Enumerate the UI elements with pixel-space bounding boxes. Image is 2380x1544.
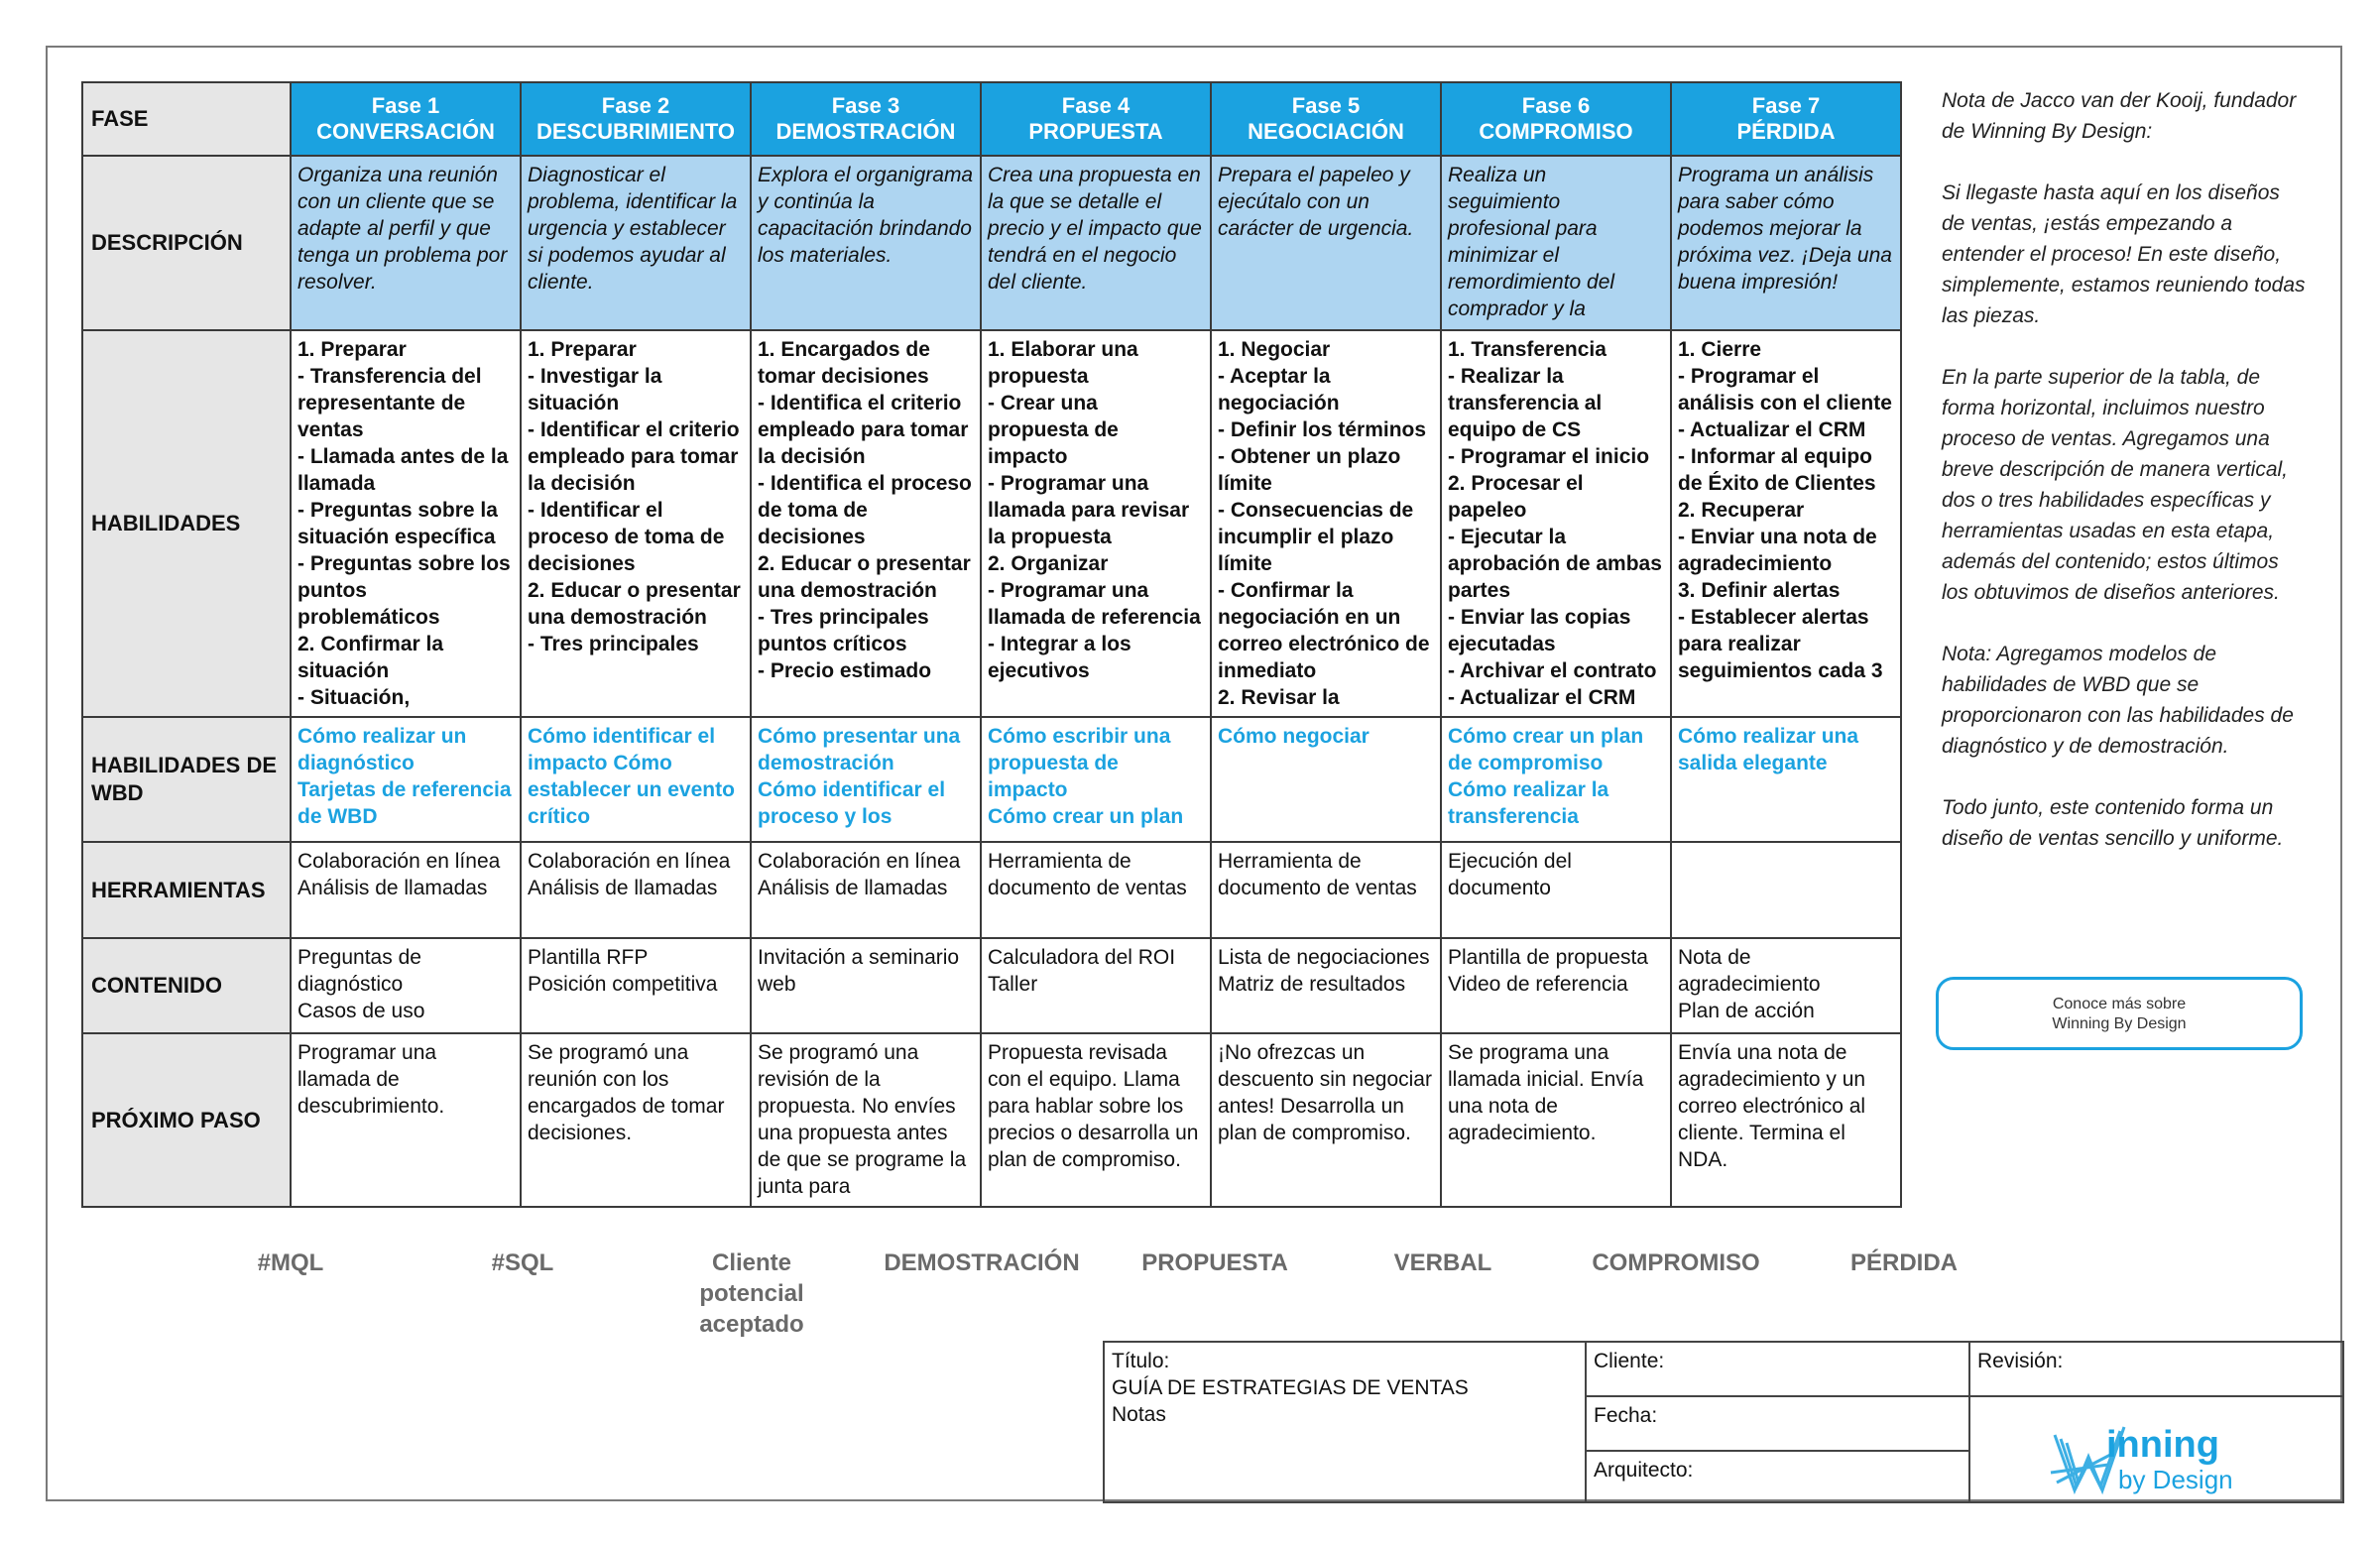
phase-header (1441, 82, 1671, 156)
tools-cell: Colaboración en línea Análisis de llamadas (751, 842, 981, 938)
skills-cell: 1. Elaborar una propuesta - Crear una propuesta de impacto - Programar una llamada para revisar la propuesta 2. Organizar - Programar una llamada de referencia - Integrar a los ejecutivos (981, 330, 1211, 717)
next-step-row (82, 1033, 1901, 1207)
description-cell: Diagnosticar el problema, identificar la urgencia y establecer si podemos ayudar al cliente. (521, 156, 751, 330)
phase-header (751, 82, 981, 156)
revision-label: Revisión: (1977, 1350, 2064, 1372)
next-step-cell: Propuesta revisada con el equipo. Llama para hablar sobre los precios o desarrolla un plan de compromiso. (981, 1033, 1211, 1207)
row-header-wbd-skills: HABILIDADES DE WBD (82, 717, 291, 842)
phase-header (981, 82, 1211, 156)
content-cell: Lista de negociaciones Matriz de resultados (1211, 938, 1441, 1033)
description-cell: Organiza una reunión con un cliente que se adapte al perfil y que tenga un problema por resolver. (291, 156, 521, 330)
phase-number: Fase 2 (601, 93, 670, 118)
next-step-cell: ¡No ofrezcas un descuento sin negociar antes! Desarrolla un plan de compromiso. (1211, 1033, 1441, 1207)
stage-label: Cliente potencial aceptado (699, 1249, 804, 1338)
phase-header (1211, 82, 1441, 156)
description-cell: Prepara el papeleo y ejecútalo con un carácter de urgencia. (1211, 156, 1441, 330)
skills-cell: 1. Transferencia - Realizar la transferencia al equipo de CS - Programar el inicio 2. Procesar el papeleo - Ejecutar la aprobación de ambas partes - Enviar las copias ejecutadas - Archivar el contrato - Actualizar el CRM (1441, 330, 1671, 717)
phase-name: CONVERSACIÓN (316, 119, 495, 144)
phase-number: Fase 5 (1291, 93, 1361, 118)
note-paragraph: Si llegaste hasta aquí en los diseños de ventas, ¡estás empezando a entender el proceso! En este diseño, simplemente, estamos reuniendo todas las piezas. (1942, 181, 2306, 327)
phase-name: COMPROMISO (1479, 119, 1633, 144)
wbd-skills-link[interactable]: Cómo realizar un diagnóstico Tarjetas de referencia de WBD (291, 717, 521, 842)
phase-name: NEGOCIACIÓN (1248, 119, 1404, 144)
skills-cell: 1. Preparar - Transferencia del representante de ventas - Llamada antes de la llamada - Preguntas sobre la situación específica - Preguntas sobre los puntos problemáticos 2. Confirmar la situación - Situación, (291, 330, 521, 717)
logo-word-by-design: by Design (2118, 1465, 2233, 1494)
description-row (82, 156, 1901, 330)
skills-cell: 1. Preparar - Investigar la situación - Identificar el criterio empleado para tomar la decisión - Identificar el proceso de toma de decisiones 2. Educar o presentar una demostración - Tres principales (521, 330, 751, 717)
winning-by-design-logo (2049, 1413, 2287, 1498)
note-paragraph: Nota: Agregamos modelos de habilidades de WBD que se proporcionaron con las habilidades de diagnóstico y de demostración. (1942, 643, 2294, 758)
description-cell: Explora el organigrama y continúa la capacitación brindando los materiales. (751, 156, 981, 330)
revision-cell (1970, 1343, 2344, 1397)
stage-label: PÉRDIDA (1849, 1249, 1958, 1276)
content-cell: Calculadora del ROI Taller (981, 938, 1211, 1033)
description-cell: Crea una propuesta en la que se detalle el precio y el impacto que tendrá en el negocio del cliente. (981, 156, 1211, 330)
phase-name: PROPUESTA (1028, 119, 1163, 144)
next-step-cell: Se programó una revisión de la propuesta. No envíes una propuesta antes de que se programe la junta para (751, 1033, 981, 1207)
date-cell (1587, 1397, 1970, 1452)
note-paragraph: Nota de Jacco van der Kooij, fundador de Winning By Design: (1942, 89, 2297, 143)
phase-row (82, 82, 1901, 156)
note-paragraph: En la parte superior de la tabla, de forma horizontal, incluimos nuestro proceso de ventas. Agregamos una breve descripción de manera vertical, dos o tres habilidades específicas y herramientas usadas en esta etapa, además del contenido; estos últimos los obtuvimos de diseños anteriores. (1942, 366, 2289, 604)
sales-strategy-table (81, 81, 1902, 1208)
tools-cell: Colaboración en línea Análisis de llamadas (291, 842, 521, 938)
wbd-skills-link[interactable]: Cómo presentar una demostración Cómo identificar el proceso y los (751, 717, 981, 842)
stage-label: DEMOSTRACIÓN (884, 1249, 1080, 1276)
next-step-cell: Se programa una llamada inicial. Envía una nota de agradecimiento. (1441, 1033, 1671, 1207)
skills-row (82, 330, 1901, 717)
description-cell: Programa un análisis para saber cómo podemos mejorar la próxima vez. ¡Deja una buena impresión! (1671, 156, 1901, 330)
tools-row (82, 842, 1901, 938)
phase-header (291, 82, 521, 156)
architect-cell (1587, 1452, 1970, 1503)
wbd-skills-link[interactable]: Cómo negociar (1211, 717, 1441, 842)
client-cell (1587, 1343, 1970, 1397)
phase-number: Fase 6 (1521, 93, 1591, 118)
title-label: Título: (1112, 1350, 1170, 1372)
tools-cell (1671, 842, 1901, 938)
phase-number: Fase 3 (831, 93, 900, 118)
author-note (1942, 85, 2309, 885)
phase-number: Fase 7 (1751, 93, 1821, 118)
pipeline-stage-labels (0, 1247, 1983, 1347)
tools-cell: Herramienta de documento de ventas (1211, 842, 1441, 938)
row-header-description: DESCRIPCIÓN (82, 156, 291, 330)
row-header-skills: HABILIDADES (82, 330, 291, 717)
tools-cell: Herramienta de documento de ventas (981, 842, 1211, 938)
tools-cell: Colaboración en línea Análisis de llamadas (521, 842, 751, 938)
row-header-phase: FASE (82, 82, 291, 156)
wbd-skills-link[interactable]: Cómo escribir una propuesta de impacto Cómo crear un plan (981, 717, 1211, 842)
row-header-next-step: PRÓXIMO PASO (82, 1033, 291, 1207)
date-label: Fecha: (1594, 1404, 1658, 1427)
client-label: Cliente: (1594, 1350, 1665, 1372)
logo-word-inning: inning (2106, 1424, 2219, 1466)
next-step-cell: Envía una nota de agradecimiento y un correo electrónico al cliente. Termina el NDA. (1671, 1033, 1901, 1207)
content-cell: Plantilla de propuesta Video de referencia (1441, 938, 1671, 1033)
logo-w-mark-icon (2049, 1413, 2287, 1498)
wbd-skills-row (82, 717, 1901, 842)
stage-label: VERBAL (1393, 1249, 1492, 1276)
phase-header (1671, 82, 1901, 156)
architect-label: Arquitecto: (1594, 1459, 1694, 1482)
next-step-cell: Se programó una reunión con los encargados de tomar decisiones. (521, 1033, 751, 1207)
content-cell: Invitación a seminario web (751, 938, 981, 1033)
stage-label: #MQL (257, 1249, 324, 1276)
notes-label: Notas (1112, 1403, 1166, 1426)
description-cell: Realiza un seguimiento profesional para minimizar el remordimiento del comprador y la (1441, 156, 1671, 330)
stage-label: PROPUESTA (1141, 1249, 1288, 1276)
skills-cell: 1. Encargados de tomar decisiones - Identifica el criterio empleado para tomar la decisión - Identifica el proceso de toma de decisiones 2. Educar o presentar una demostración - Tres principales puntos críticos - Precio estimado (751, 330, 981, 717)
content-cell: Plantilla RFP Posición competitiva (521, 938, 751, 1033)
phase-name: PÉRDIDA (1736, 119, 1836, 144)
note-paragraph: Todo junto, este contenido forma un diseño de ventas sencillo y uniforme. (1942, 796, 2284, 850)
title-value: GUÍA DE ESTRATEGIAS DE VENTAS (1112, 1376, 1469, 1399)
phase-header (521, 82, 751, 156)
wbd-skills-link[interactable]: Cómo realizar una salida elegante (1671, 717, 1901, 842)
stage-label: COMPROMISO (1592, 1249, 1760, 1276)
learn-more-line2: Winning By Design (2052, 1015, 2187, 1032)
row-header-tools: HERRAMIENTAS (82, 842, 291, 938)
wbd-skills-link[interactable]: Cómo crear un plan de compromiso Cómo realizar la transferencia (1441, 717, 1671, 842)
phase-name: DESCUBRIMIENTO (536, 119, 736, 144)
phase-number: Fase 1 (371, 93, 440, 118)
phase-number: Fase 4 (1061, 93, 1130, 118)
content-row (82, 938, 1901, 1033)
row-header-content: CONTENIDO (82, 938, 291, 1033)
content-cell: Nota de agradecimiento Plan de acción (1671, 938, 1901, 1033)
skills-cell: 1. Negociar - Aceptar la negociación - Definir los términos - Obtener un plazo límite - Consecuencias de incumplir el plazo límite - Confirmar la negociación en un correo electrónico de inmediato 2. Revisar la (1211, 330, 1441, 717)
content-cell: Preguntas de diagnóstico Casos de uso (291, 938, 521, 1033)
stage-label: #SQL (491, 1249, 554, 1276)
title-cell (1105, 1343, 1587, 1503)
learn-more-line1: Conoce más sobre (2052, 996, 2187, 1012)
skills-cell: 1. Cierre - Programar el análisis con el cliente - Actualizar el CRM - Informar al equipo de Éxito de Clientes 2. Recuperar - Enviar una nota de agradecimiento 3. Definir alertas - Establecer alertas para realizar seguimientos cada 3 (1671, 330, 1901, 717)
learn-more-button[interactable] (1936, 977, 2303, 1050)
tools-cell: Ejecución del documento (1441, 842, 1671, 938)
next-step-cell: Programar una llamada de descubrimiento. (291, 1033, 521, 1207)
wbd-skills-link[interactable]: Cómo identificar el impacto Cómo establecer un evento crítico (521, 717, 751, 842)
phase-name: DEMOSTRACIÓN (775, 119, 956, 144)
